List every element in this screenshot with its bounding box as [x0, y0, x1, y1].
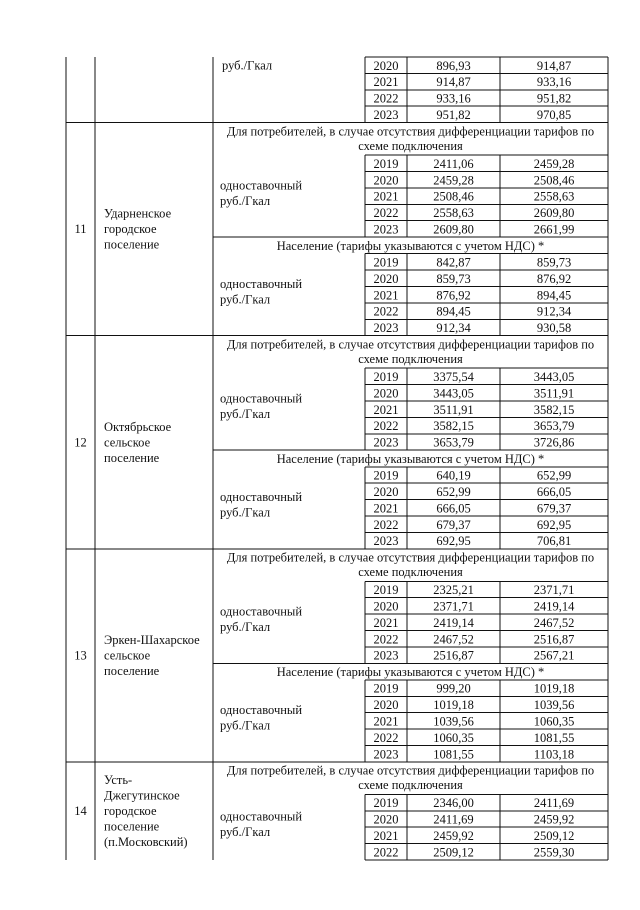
- section-header: схеме подключения: [358, 565, 463, 580]
- tariff-value-cell: 2516,87: [533, 632, 575, 647]
- tariff-value-cell: 2516,87: [433, 648, 474, 663]
- tariff-value-cell: 914,87: [436, 75, 471, 90]
- tariff-value-cell: 3375,54: [433, 370, 474, 384]
- tariff-value-cell: 2558,63: [433, 206, 474, 221]
- section-header: схеме подключения: [358, 352, 463, 366]
- tariff-value-cell: 999,20: [436, 681, 471, 696]
- tariff-value-cell: 859,73: [436, 271, 471, 286]
- year-cell: 2023: [373, 108, 399, 122]
- settlement-name: городское: [104, 803, 157, 818]
- year-cell: 2022: [373, 91, 399, 106]
- tariff-value-cell: 2467,52: [433, 632, 474, 647]
- tariff-value-cell: 679,37: [536, 501, 572, 516]
- tariff-value-cell: 3511,91: [533, 386, 575, 401]
- settlement-number: 13: [74, 648, 87, 663]
- tariff-value-cell: 652,99: [436, 485, 471, 499]
- tariff-value-cell: 2459,92: [533, 812, 575, 827]
- year-cell: 2020: [373, 58, 399, 73]
- tariff-value-cell: 1081,55: [533, 730, 575, 745]
- rate-type-label: одноставочный: [220, 178, 303, 193]
- tariff-value-cell: 1019,18: [533, 681, 575, 696]
- tariff-value-cell: 933,16: [436, 91, 471, 106]
- unit-label: руб./Гкал: [220, 505, 271, 520]
- settlement-name: сельское: [104, 648, 151, 663]
- year-cell: 2023: [373, 747, 399, 762]
- year-cell: 2022: [373, 730, 399, 745]
- year-cell: 2023: [373, 648, 399, 663]
- tariff-value-cell: 1039,56: [433, 714, 474, 729]
- settlement-name: поселение: [104, 819, 160, 834]
- tariff-value-cell: 2609,80: [433, 222, 474, 237]
- tariff-value-cell: 896,93: [436, 58, 471, 73]
- section-header: Для потребителей, в случае отсутствия дифференциации тарифов по: [226, 337, 595, 352]
- unit-label: руб./Гкал: [220, 718, 271, 733]
- settlement-number: 11: [74, 222, 87, 237]
- rate-type-label: одноставочный: [220, 276, 303, 291]
- rate-type-label: одноставочный: [220, 604, 303, 619]
- year-cell: 2019: [373, 468, 399, 483]
- tariff-value-cell: 2419,14: [433, 615, 474, 630]
- tariff-value-cell: 3582,15: [533, 402, 575, 417]
- settlement-number: 14: [74, 803, 87, 818]
- tariff-value-cell: 970,85: [536, 108, 572, 122]
- section-header: Население (тарифы указываются с учетом НДС) *: [276, 238, 545, 253]
- tariff-value-cell: 930,58: [536, 321, 572, 336]
- tariff-value-cell: 951,82: [436, 108, 471, 122]
- tariff-value-cell: 2661,99: [533, 222, 575, 237]
- tariff-value-cell: 2459,28: [433, 173, 474, 188]
- rate-type-label: одноставочный: [220, 490, 303, 505]
- tariff-value-cell: 912,34: [536, 304, 572, 319]
- year-cell: 2020: [373, 485, 399, 499]
- tariff-value-cell: 2371,71: [533, 583, 575, 598]
- tariff-value-cell: 2509,12: [533, 829, 575, 843]
- year-cell: 2022: [373, 632, 399, 647]
- tariff-value-cell: 1060,35: [533, 714, 575, 729]
- tariff-value-cell: 1103,18: [533, 747, 575, 762]
- section-header: Население (тарифы указываются с учетом НДС) *: [276, 665, 545, 680]
- tariff-value-cell: 2508,46: [533, 173, 575, 188]
- rate-type-label: одноставочный: [220, 809, 303, 824]
- year-cell: 2022: [373, 304, 399, 319]
- settlement-name: поселение: [104, 663, 160, 678]
- settlement-name: поселение: [104, 237, 160, 252]
- year-cell: 2021: [373, 75, 399, 90]
- tariff-value-cell: 692,95: [436, 534, 471, 549]
- settlement-name: городское: [104, 222, 157, 237]
- tariff-value-cell: 2559,30: [533, 845, 575, 860]
- year-cell: 2019: [373, 255, 399, 270]
- tariff-value-cell: 2467,52: [533, 615, 575, 630]
- tariff-value-cell: 2459,92: [433, 829, 474, 843]
- settlement-name: поселение: [104, 450, 160, 465]
- tariff-value-cell: 933,16: [536, 75, 572, 90]
- year-cell: 2022: [373, 517, 399, 532]
- year-cell: 2021: [373, 402, 399, 417]
- tariff-value-cell: 2508,46: [433, 189, 474, 204]
- year-cell: 2023: [373, 222, 399, 237]
- tariff-value-cell: 894,45: [536, 288, 572, 303]
- tariff-value-cell: 666,05: [536, 485, 572, 499]
- tariff-value-cell: 2509,12: [433, 845, 474, 860]
- tariff-value-cell: 912,34: [436, 321, 471, 336]
- year-cell: 2021: [373, 189, 399, 204]
- settlement-name: Эркен-Шахарское: [104, 632, 200, 647]
- tariff-value-cell: 876,92: [436, 288, 471, 303]
- unit-label: руб./Гкал: [220, 193, 271, 208]
- tariff-value-cell: 3653,79: [533, 419, 575, 434]
- section-header: схеме подключения: [358, 138, 463, 153]
- tariff-value-cell: 2411,06: [433, 156, 474, 171]
- tariff-value-cell: 3653,79: [433, 435, 474, 450]
- tariff-value-cell: 914,87: [536, 58, 572, 73]
- tariff-value-cell: 2411,69: [433, 812, 474, 827]
- section-header: Население (тарифы указываются с учетом НДС) *: [276, 452, 545, 466]
- section-header: схеме подключения: [358, 778, 463, 793]
- year-cell: 2020: [373, 271, 399, 286]
- year-cell: 2021: [373, 714, 399, 729]
- year-cell: 2021: [373, 615, 399, 630]
- tariff-value-cell: 2459,28: [533, 156, 575, 171]
- year-cell: 2020: [373, 173, 399, 188]
- tariff-value-cell: 2411,69: [533, 796, 575, 811]
- year-cell: 2021: [373, 829, 399, 843]
- unit-label: руб./Гкал: [220, 824, 271, 839]
- tariff-value-cell: 640,19: [436, 468, 471, 483]
- settlement-name: сельское: [104, 435, 151, 450]
- tariff-value-cell: 2609,80: [533, 206, 575, 221]
- tariff-value-cell: 666,05: [436, 501, 471, 516]
- tariff-value-cell: 3511,91: [433, 402, 474, 417]
- rate-type-label: одноставочный: [220, 391, 303, 406]
- year-cell: 2019: [373, 370, 399, 384]
- unit-label: руб./Гкал: [222, 58, 273, 73]
- settlement-name: Октябрьское: [104, 419, 172, 434]
- settlement-name: Ударненское: [104, 206, 172, 221]
- tariff-value-cell: 652,99: [536, 468, 572, 483]
- tariff-value-cell: 3726,86: [533, 435, 575, 450]
- tariff-value-cell: 2419,14: [533, 599, 575, 614]
- year-cell: 2019: [373, 583, 399, 598]
- tariff-value-cell: 692,95: [536, 517, 572, 532]
- tariff-value-cell: 876,92: [536, 271, 572, 286]
- year-cell: 2020: [373, 812, 399, 827]
- tariff-value-cell: 2567,21: [533, 648, 575, 663]
- settlement-name: Усть-: [104, 772, 133, 787]
- unit-label: руб./Гкал: [220, 406, 271, 421]
- tariff-value-cell: 2325,21: [433, 583, 474, 598]
- unit-label: руб./Гкал: [220, 292, 271, 307]
- tariff-value-cell: 894,45: [436, 304, 471, 319]
- tariff-value-cell: 1019,18: [433, 698, 474, 713]
- year-cell: 2019: [373, 796, 399, 811]
- tariff-value-cell: 859,73: [536, 255, 572, 270]
- year-cell: 2023: [373, 435, 399, 450]
- year-cell: 2021: [373, 501, 399, 516]
- year-cell: 2021: [373, 288, 399, 303]
- rate-type-label: одноставочный: [220, 703, 303, 718]
- year-cell: 2020: [373, 698, 399, 713]
- tariff-value-cell: 2371,71: [433, 599, 474, 614]
- year-cell: 2019: [373, 156, 399, 171]
- tariff-value-cell: 3443,05: [433, 386, 474, 401]
- settlement-number: 12: [74, 435, 87, 450]
- tariff-value-cell: 2558,63: [533, 189, 575, 204]
- tariff-value-cell: 679,37: [436, 517, 471, 532]
- year-cell: 2019: [373, 681, 399, 696]
- year-cell: 2022: [373, 845, 399, 860]
- tariff-value-cell: 706,81: [536, 534, 572, 549]
- section-header: Для потребителей, в случае отсутствия дифференциации тарифов по: [226, 763, 595, 778]
- tariff-value-cell: 2346,00: [433, 796, 474, 811]
- unit-label: руб./Гкал: [220, 620, 271, 635]
- tariff-value-cell: 1060,35: [433, 730, 474, 745]
- year-cell: 2020: [373, 386, 399, 401]
- year-cell: 2023: [373, 534, 399, 549]
- settlement-name: (п.Московский): [104, 834, 188, 849]
- section-header: Для потребителей, в случае отсутствия дифференциации тарифов по: [226, 550, 595, 565]
- year-cell: 2023: [373, 321, 399, 336]
- year-cell: 2022: [373, 206, 399, 221]
- tariff-value-cell: 1039,56: [533, 698, 575, 713]
- year-cell: 2022: [373, 419, 399, 434]
- tariff-value-cell: 1081,55: [433, 747, 474, 762]
- tariff-value-cell: 842,87: [436, 255, 471, 270]
- tariff-value-cell: 3582,15: [433, 419, 474, 434]
- tariff-value-cell: 3443,05: [533, 370, 575, 384]
- settlement-name: Джегутинское: [104, 788, 180, 803]
- tariff-value-cell: 951,82: [536, 91, 572, 106]
- year-cell: 2020: [373, 599, 399, 614]
- section-header: Для потребителей, в случае отсутствия дифференциации тарифов по: [226, 124, 595, 139]
